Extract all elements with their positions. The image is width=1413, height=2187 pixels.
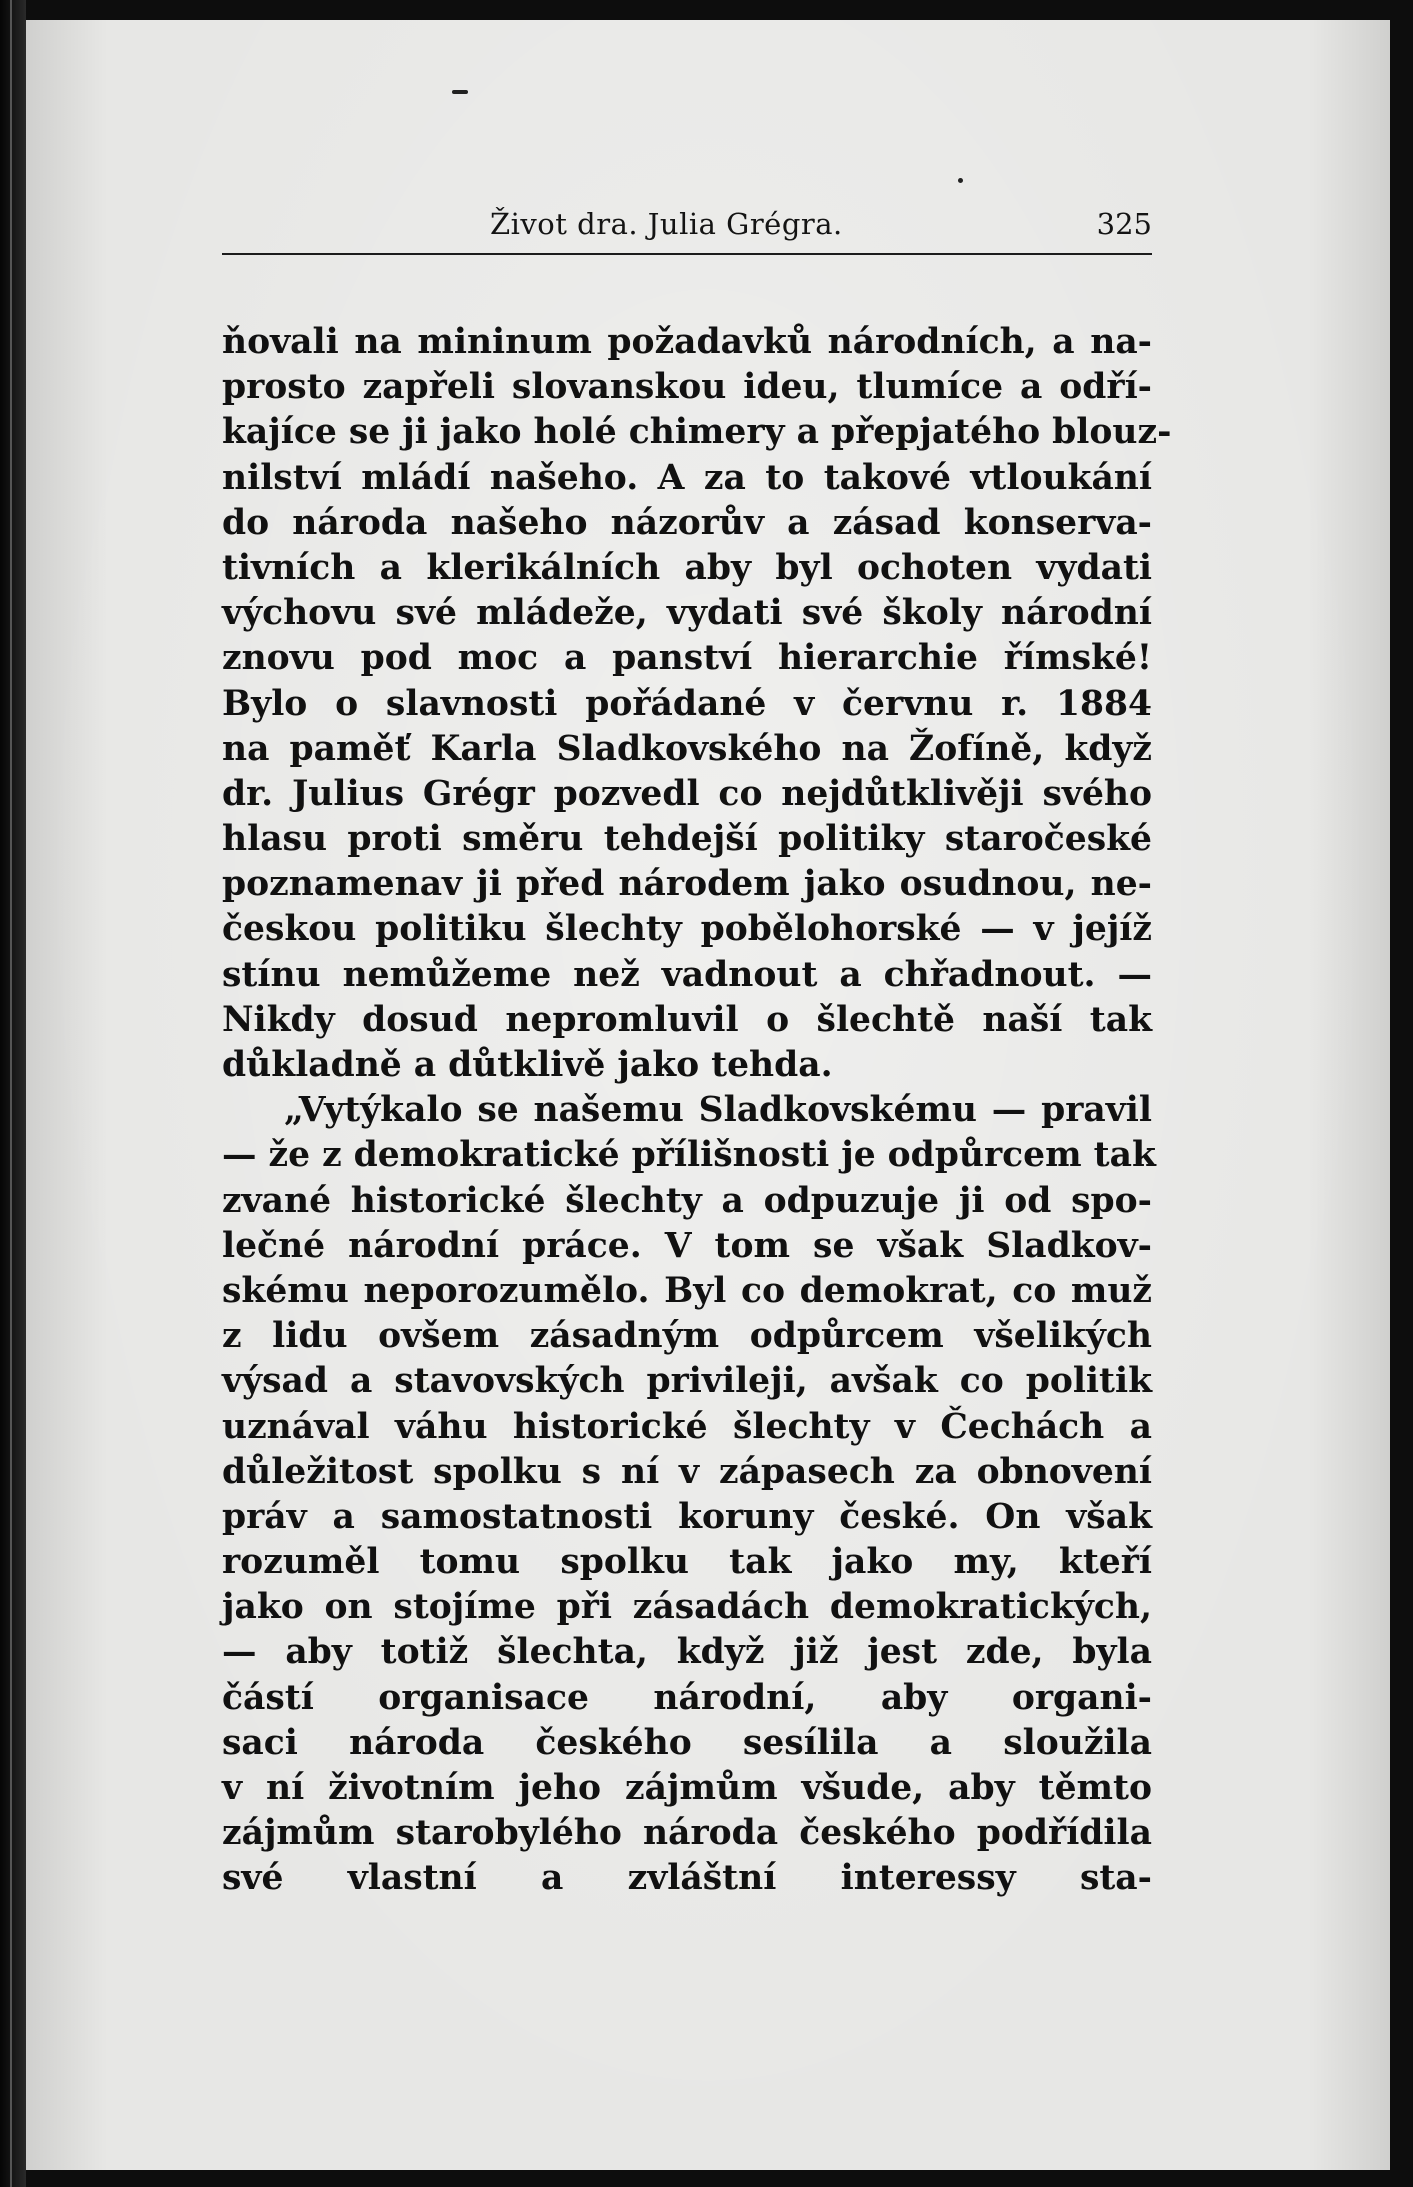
book-spine-edge — [0, 0, 26, 2187]
text-line: částí organisace národní, aby organi- — [222, 1677, 1152, 1718]
body-text — [222, 320, 1172, 1902]
page-number: 325 — [1096, 207, 1152, 241]
text-line: výsad a stavovských privileji, avšak co politik — [222, 1361, 1152, 1402]
text-line: poznamenav ji před národem jako osudnou, ne- — [222, 864, 1152, 905]
text-line: rozuměl tomu spolku tak jako my, kteří — [222, 1542, 1152, 1583]
text-line: v ní životním jeho zájmům všude, aby těmto — [222, 1768, 1152, 1808]
text-line: své vlastní a zvláštní interessy sta- — [222, 1858, 1152, 1899]
text-line: zvané historické šlechty a odpuzuje ji od spo- — [222, 1180, 1152, 1221]
text-line: — že z demokratické přílišnosti je odpůrcem tak — [222, 1135, 1156, 1176]
print-speck — [452, 90, 468, 94]
text-line: uznával váhu historické šlechty v Čechách a — [222, 1406, 1152, 1447]
text-line: — aby totiž šlechta, když již jest zde, byla — [222, 1632, 1152, 1673]
text-line: českou politiku šlechty pobělohorské — v jejíž — [222, 909, 1152, 950]
text-line: hlasu proti směru tehdejší politiky staročeské — [222, 819, 1152, 860]
text-line: důležitost spolku s ní v zápasech za obnovení — [222, 1451, 1152, 1492]
print-speck — [958, 178, 963, 183]
text-line: saci národa českého sesílila a sloužila — [222, 1722, 1152, 1763]
text-line: nilství mládí našeho. A za to takové vtloukání — [222, 457, 1152, 498]
text-line: dr. Julius Grégr pozvedl co nejdůtklivěji svého — [222, 773, 1152, 814]
paragraph-first-line: „Vytýkalo se našemu Sladkovskému — pravil — [284, 1090, 1152, 1131]
text-line: kajíce se ji jako holé chimery a přepjatého blouz- — [222, 412, 1172, 453]
text-line: z lidu ovšem zásadným odpůrcem všelikých — [222, 1316, 1152, 1357]
text-line: prosto zapřeli slovanskou ideu, tlumíce a odří- — [222, 367, 1152, 408]
text-line: Bylo o slavnosti pořádané v červnu r. 1884 — [222, 683, 1152, 724]
text-line: do národa našeho názorův a zásad konserva- — [222, 502, 1152, 543]
text-line: výchovu své mládeže, vydati své školy národní — [222, 593, 1152, 634]
text-line: ňovali na mininum požadavků národních, a na- — [222, 322, 1152, 362]
running-header — [222, 205, 1152, 255]
text-line: stínu nemůžeme než vadnout a chřadnout. — — [222, 954, 1152, 995]
text-line: skému neporozumělo. Byl co demokrat, co muž — [222, 1270, 1152, 1311]
text-line: lečné národní práce. V tom se však Sladkov- — [222, 1225, 1152, 1266]
text-line: znovu pod moc a panství hierarchie římské! — [222, 638, 1152, 679]
text-line: Nikdy dosud nepromluvil o šlechtě naší tak — [222, 999, 1152, 1040]
running-title: Život dra. Julia Grégra. — [490, 207, 843, 241]
text-line: práv a samostatnosti koruny české. On však — [222, 1496, 1152, 1537]
text-line: zájmům starobylého národa českého podřídila — [222, 1813, 1152, 1854]
text-line: na paměť Karla Sladkovského na Žofíně, když — [222, 728, 1152, 769]
text-line: důkladně a důtklivě jako tehda. — [222, 1045, 833, 1085]
text-line: tivních a klerikálních aby byl ochoten vydati — [222, 547, 1152, 588]
text-line: jako on stojíme při zásadách demokratických, — [222, 1587, 1152, 1628]
